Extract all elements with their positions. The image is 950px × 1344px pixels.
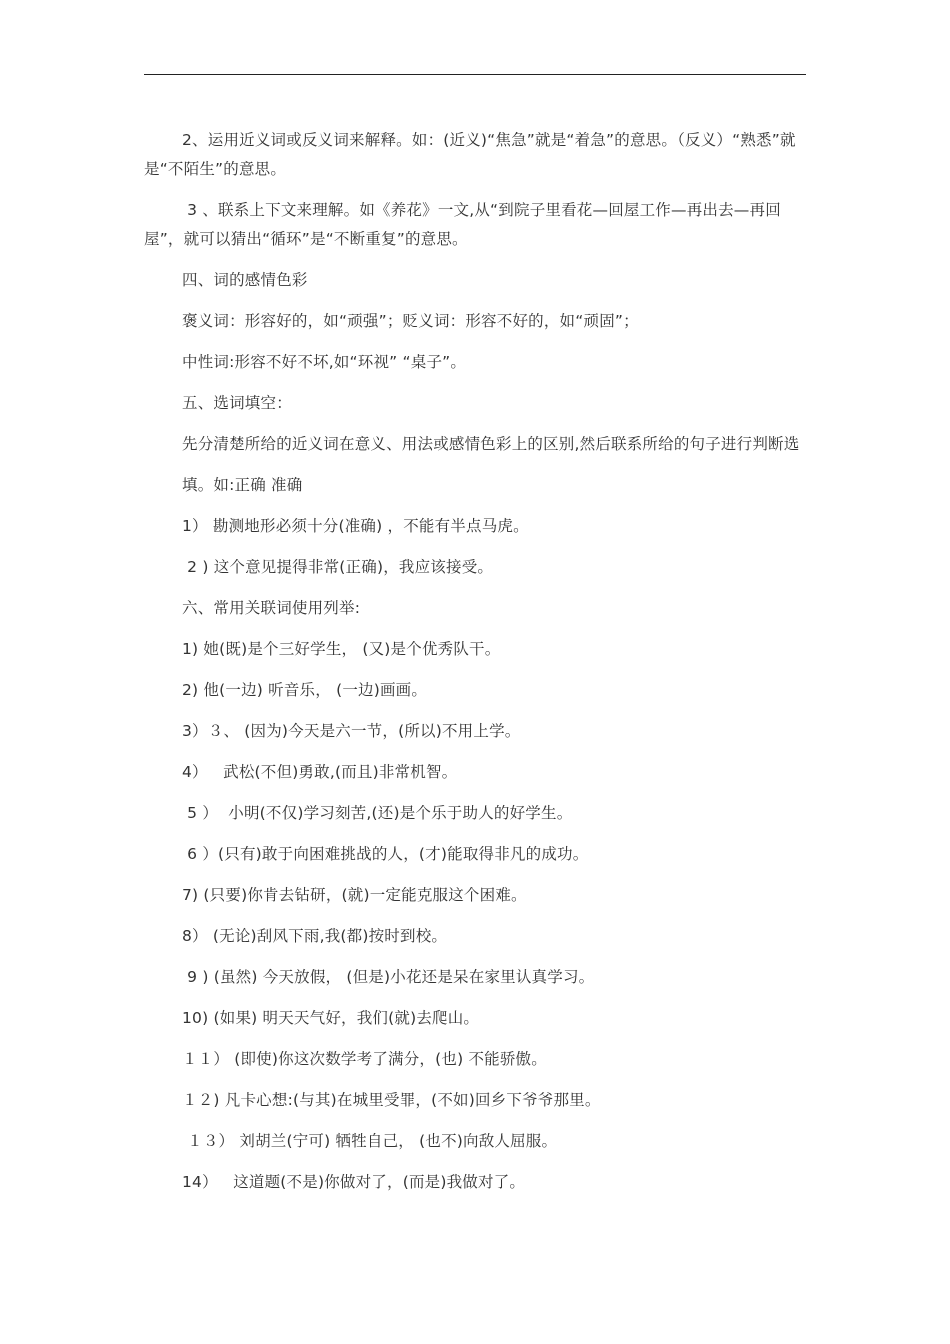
header-rule	[144, 74, 806, 75]
list-item: １３） 刘胡兰(宁可) 牺牲自己， (也不)向敌人屈服。	[182, 1132, 558, 1150]
list-item: 4） 武松(不但)勇敢,(而且)非常机智。	[182, 763, 458, 781]
list-item: 2 ) 这个意见提得非常(正确)，我应该接受。	[182, 558, 494, 576]
paragraph-context: 3 、联系上下文来理解。如《养花》一文,从“到院子里看花—回屋工作—再出去—再回屋”，就可以猜出“循环”是“不断重复”的意思。	[144, 201, 781, 248]
list-item: １２) 凡卡心想:(与其)在城里受罪，(不如)回乡下爷爷那里。	[182, 1091, 601, 1109]
paragraph-fill-in-example: 填。如:正确 准确	[182, 476, 303, 494]
list-item: 6 ）(只有)敢于向困难挑战的人，(才)能取得非凡的成功。	[182, 845, 589, 863]
paragraph-synonym-antonym: 2、运用近义词或反义词来解释。如：(近义)“焦急”就是“着急”的意思。（反义）“熟悉”就是“不陌生”的意思。	[144, 131, 796, 178]
list-item: 2) 他(一边) 听音乐， (一边)画画。	[182, 681, 428, 699]
section-heading-sentiment: 四、词的感情色彩	[182, 271, 308, 289]
paragraph-neutral: 中性词:形容不好不坏,如“环视” “桌子”。	[182, 353, 467, 371]
section-heading-conjunctions: 六、常用关联词使用列举:	[182, 599, 361, 617]
list-item: 14） 这道题(不是)你做对了，(而是)我做对了。	[182, 1173, 526, 1191]
document-body	[144, 126, 806, 1209]
list-item: 5 ） 小明(不仅)学习刻苦,(还)是个乐于助人的好学生。	[182, 804, 573, 822]
paragraph-positive-negative: 褒义词：形容好的，如“顽强”；贬义词：形容不好的，如“顽固”；	[182, 312, 639, 330]
list-item: 10) (如果) 明天天气好，我们(就)去爬山。	[182, 1009, 480, 1027]
list-item: 8） (无论)刮风下雨,我(都)按时到校。	[182, 927, 448, 945]
paragraph-fill-in-instructions: 先分清楚所给的近义词在意义、用法或感情色彩上的区别,然后联系所给的句子进行判断选	[182, 435, 800, 453]
list-item: 1) 她(既)是个三好学生， (又)是个优秀队干。	[182, 640, 501, 658]
list-item: 9 ) (虽然) 今天放假， (但是)小花还是呆在家里认真学习。	[182, 968, 595, 986]
list-item: 7) (只要)你肯去钻研，(就)一定能克服这个困难。	[182, 886, 527, 904]
section-heading-fill-in: 五、选词填空：	[182, 394, 292, 412]
list-item: 3）３、 (因为)今天是六一节，(所以)不用上学。	[182, 722, 521, 740]
list-item: 1） 勘测地形必须十分(准确) ，不能有半点马虎。	[182, 517, 529, 535]
list-item: １１） (即使)你这次数学考了满分，(也) 不能骄傲。	[182, 1050, 547, 1068]
